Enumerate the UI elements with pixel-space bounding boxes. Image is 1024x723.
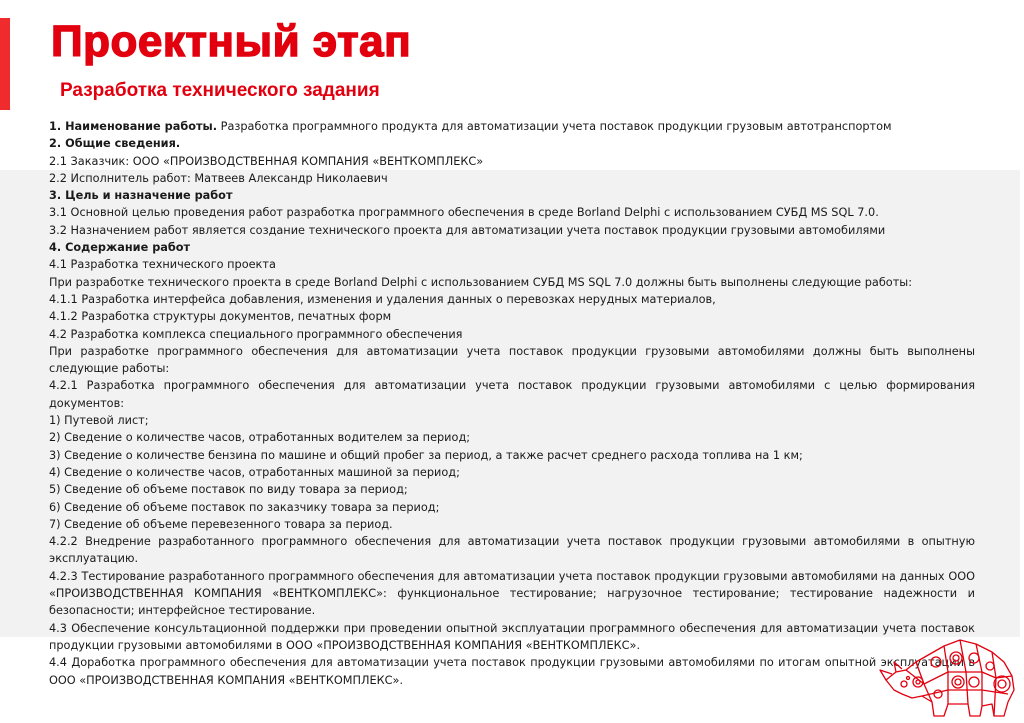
item-4-1: 4.1 Разработка технического проекта <box>49 258 276 272</box>
slide-title: Проектный этап <box>51 17 412 66</box>
item-4-4: 4.4 Доработка программного обеспечения для автоматизации учета поставок продукции грузовыми автомобилями по итогам опытной эксплуатации в ООО «ПРОИЗВОДСТВЕННАЯ КОМПАНИЯ «ВЕНТКОМПЛЕКС». <box>49 656 975 687</box>
item-2-1: 2.1 Заказчик: ООО «ПРОИЗВОДСТВЕННАЯ КОМПАНИЯ «ВЕНТКОМПЛЕКС» <box>49 154 484 168</box>
item-4-2-text: При разработке программного обеспечения для автоматизации учета поставок продукции грузовыми автомобилями должны быть выполнены следующие работы: <box>49 344 975 376</box>
document-item: 5) Сведение об объеме поставок по виду товара за период; <box>49 483 408 497</box>
item-4-3: 4.3 Обеспечение консультационной поддержки при проведении опытной эксплуатации программного обеспечения для автоматизации учета поставок продукции грузовыми автомобилями в ООО «ПРОИЗВОДСТВЕННАЯ КОМПАНИЯ «ВЕНТКОМПЛЕКС». <box>49 621 975 652</box>
document-item: 3) Сведение о количестве бензина по машине и общий пробег за период, а также расчет среднего расхода топлива на 1 км; <box>49 448 803 462</box>
section-1-label: 1. Наименование работы. <box>49 120 218 133</box>
slide-subtitle: Разработка технического задания <box>60 80 380 101</box>
item-4-2-2: 4.2.2 Внедрение разработанного программного обеспечения для автоматизации учета поставок продукции грузовыми автомобилями в опытную эксплуатацию. <box>49 535 975 566</box>
item-4-1-2: 4.1.2 Разработка структуры документов, печатных форм <box>49 310 392 324</box>
rhino-logo-icon <box>878 632 1024 718</box>
item-4-2: 4.2 Разработка комплекса специального программного обеспечения <box>49 327 463 341</box>
spec-body <box>49 118 975 689</box>
item-4-1-text: При разработке технического проекта в среде Borland Delphi с использованием СУБД MS SQL 7.0 должны быть выполнены следующие работы: <box>49 275 912 289</box>
item-2-2: 2.2 Исполнитель работ: Матвеев Александр Николаевич <box>49 171 388 185</box>
accent-bar <box>0 18 10 110</box>
section-1-text: Разработка программного продукта для автоматизации учета поставок продукции грузовым автотранспортом <box>217 120 892 133</box>
document-item: 6) Сведение об объеме поставок по заказчику товара за период; <box>49 500 440 514</box>
document-item: 1) Путевой лист; <box>49 414 149 428</box>
item-4-2-1: 4.2.1 Разработка программного обеспечения для автоматизации учета поставок продукции грузовыми автомобилями с целью формирования документов: <box>49 379 975 410</box>
section-4-heading: 4. Содержание работ <box>49 241 191 255</box>
document-item: 4) Сведение о количестве часов, отработанных машиной за период; <box>49 465 460 479</box>
item-4-1-1: 4.1.1 Разработка интерфейса добавления, изменения и удаления данных о перевозках нерудных материалов, <box>49 292 716 306</box>
document-item: 7) Сведение об объеме перевезенного товара за период. <box>49 517 393 531</box>
section-2-heading: 2. Общие сведения. <box>49 137 181 151</box>
document-item: 2) Сведение о количестве часов, отработанных водителем за период; <box>49 431 471 445</box>
item-3-1: 3.1 Основной целью проведения работ разработка программного обеспечения в среде Borland Delphi с использованием СУБД MS SQL 7.0. <box>49 206 879 220</box>
item-4-2-3: 4.2.3 Тестирование разработанного программного обеспечения для автоматизации учета поставок продукции грузовыми автомобилями на данных ООО «ПРОИЗВОДСТВЕННАЯ КОМПАНИЯ «ВЕНТКОМПЛЕКС»: функциональное тестирование; нагрузочное тестирование; тестирование надежности и безопасности; интерфейсное тестирование. <box>49 569 975 618</box>
item-3-2: 3.2 Назначением работ является создание технического проекта для автоматизации учета поставок продукции грузовыми автомобилями <box>49 223 886 237</box>
section-1 <box>49 118 975 135</box>
section-3-heading: 3. Цель и назначение работ <box>49 189 233 203</box>
